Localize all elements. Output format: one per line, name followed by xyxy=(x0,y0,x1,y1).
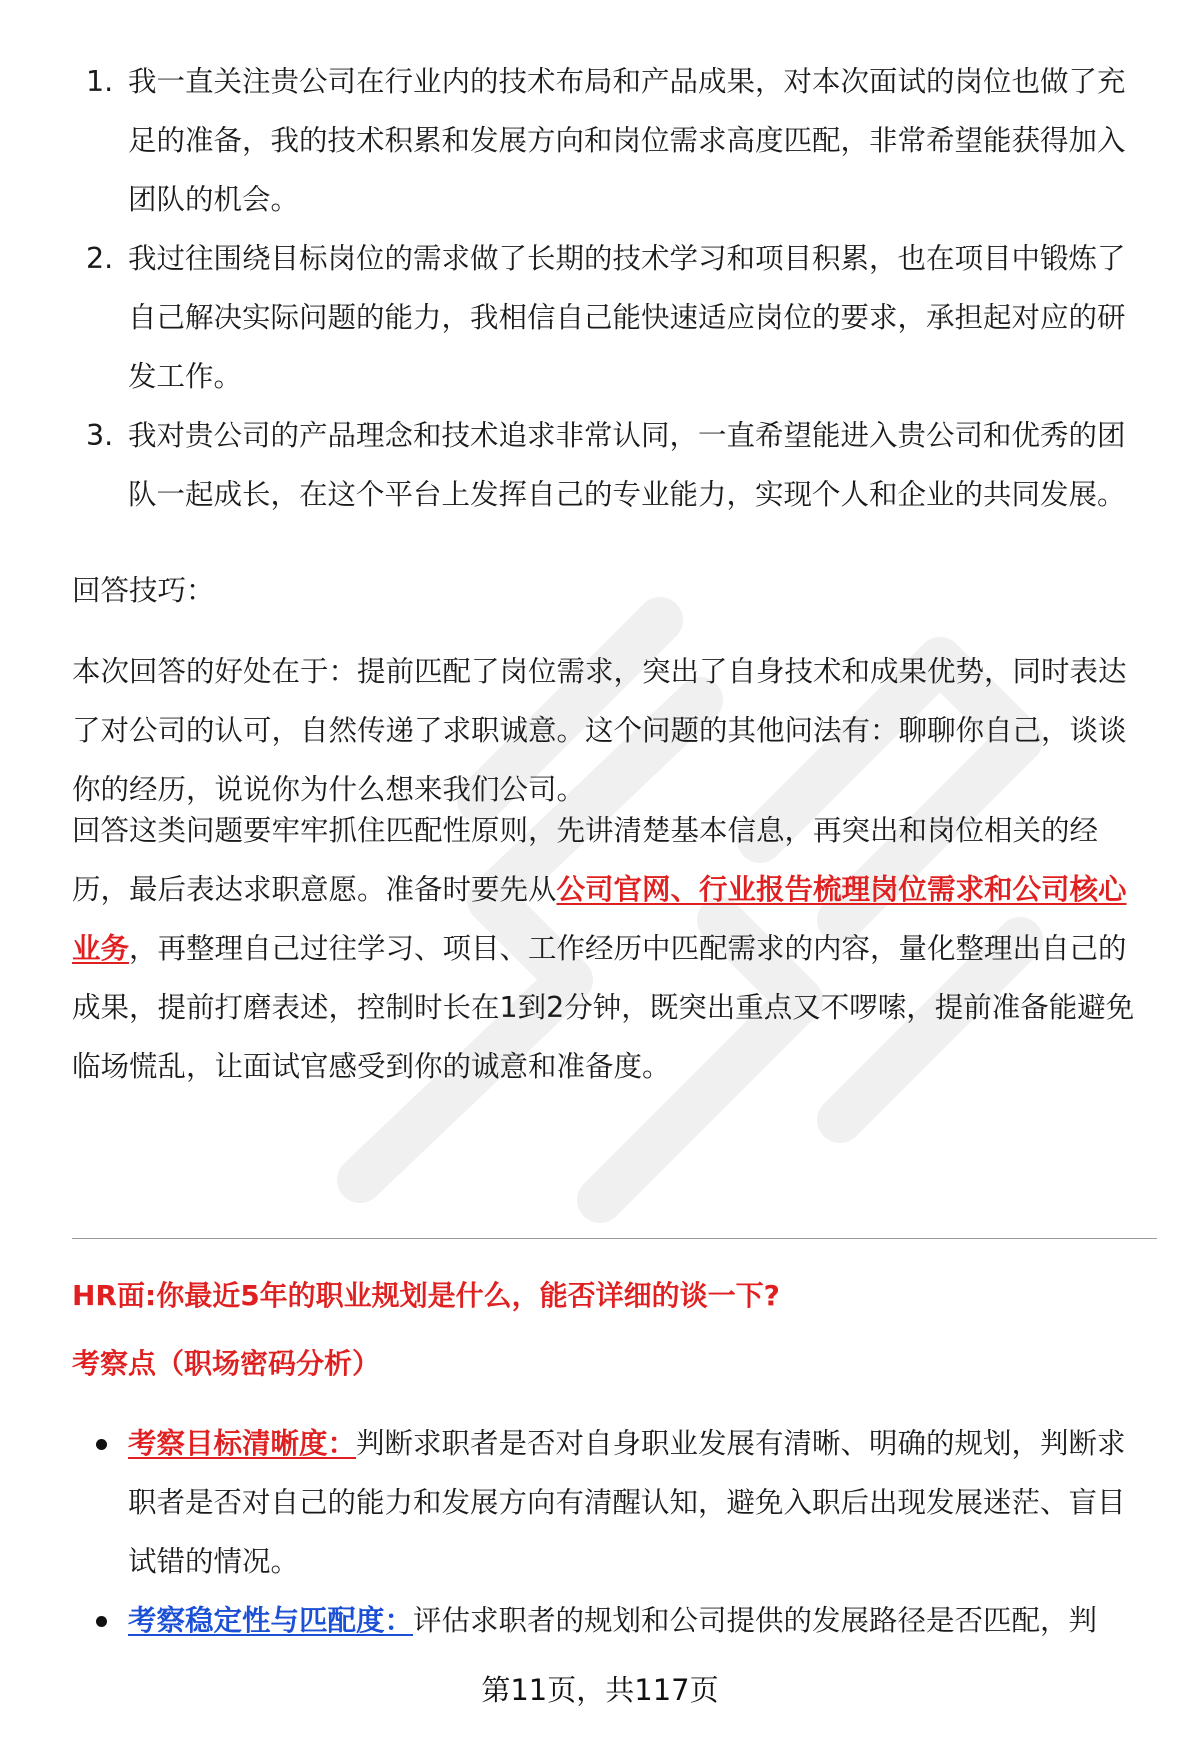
tips-text-before: 回答这类问题要牢牢抓住匹配性原则，先讲清楚基本信息，再突出和岗位相关的经历，最后表达求职意愿。准备时要先从 xyxy=(72,814,1099,906)
list-number: 3. xyxy=(86,419,114,452)
exam-point-2 xyxy=(72,1591,1152,1650)
exam-point-label: 考察目标清晰度： xyxy=(128,1427,357,1460)
section-divider xyxy=(72,1238,1157,1239)
answer-text: 我一直关注贵公司在行业内的技术布局和产品成果，对本次面试的岗位也做了充足的准备，我的技术积累和发展方向和岗位需求高度匹配，非常希望能获得加入团队的机会。 xyxy=(128,65,1126,216)
bullet-icon xyxy=(96,1439,107,1450)
exam-points-list xyxy=(72,1414,1152,1650)
exam-point-label: 考察稳定性与匹配度： xyxy=(128,1604,414,1637)
tips-paragraph-2 xyxy=(72,801,1152,1096)
exam-point-text: 判断求职者是否对自身职业发展有清晰、明确的规划，判断求职者是否对自己的能力和发展方向有清醒认知，避免入职后出现发展迷茫、盲目试错的情况。 xyxy=(128,1427,1126,1578)
answer-text: 我过往围绕目标岗位的需求做了长期的技术学习和项目积累，也在项目中锻炼了自己解决实际问题的能力，我相信自己能快速适应岗位的要求，承担起对应的研发工作。 xyxy=(128,242,1126,393)
answer-list xyxy=(72,52,1152,524)
bullet-icon xyxy=(96,1616,107,1627)
answer-item-3 xyxy=(72,406,1152,524)
page-number-footer: 第11页，共117页 xyxy=(481,1673,719,1707)
answer-item-1 xyxy=(72,52,1152,229)
answer-text: 我对贵公司的产品理念和技术追求非常认同，一直希望能进入贵公司和优秀的团队一起成长，在这个平台上发挥自己的专业能力，实现个人和企业的共同发展。 xyxy=(128,419,1126,511)
list-number: 2. xyxy=(86,242,114,275)
exam-point-1 xyxy=(72,1414,1152,1591)
list-number: 1. xyxy=(86,65,114,98)
question-heading: HR面:你最近5年的职业规划是什么，能否详细的谈一下? xyxy=(72,1279,780,1312)
tips-paragraph-1: 本次回答的好处在于：提前匹配了岗位需求，突出了自身技术和成果优势，同时表达了对公司的认可，自然传递了求职诚意。这个问题的其他问法有：聊聊你自己，谈谈你的经历，说说你为什么想来我们公司。 xyxy=(72,655,1127,806)
exam-points-heading: 考察点（职场密码分析） xyxy=(72,1347,381,1380)
exam-point-text: 评估求职者的规划和公司提供的发展路径是否匹配，判 xyxy=(413,1604,1098,1637)
tips-highlight: 公司官网、行业报告梳理岗位需求和公司核心业务 xyxy=(72,873,1127,965)
tips-label: 回答技巧： xyxy=(72,574,215,607)
tips-text-after: ，再整理自己过往学习、项目、工作经历中匹配需求的内容，量化整理出自己的成果，提前打磨表述，控制时长在1到2分钟，既突出重点又不啰嗦，提前准备能避免临场慌乱，让面试官感受到你的诚意和准备度。 xyxy=(72,932,1135,1083)
answer-item-2 xyxy=(72,229,1152,406)
